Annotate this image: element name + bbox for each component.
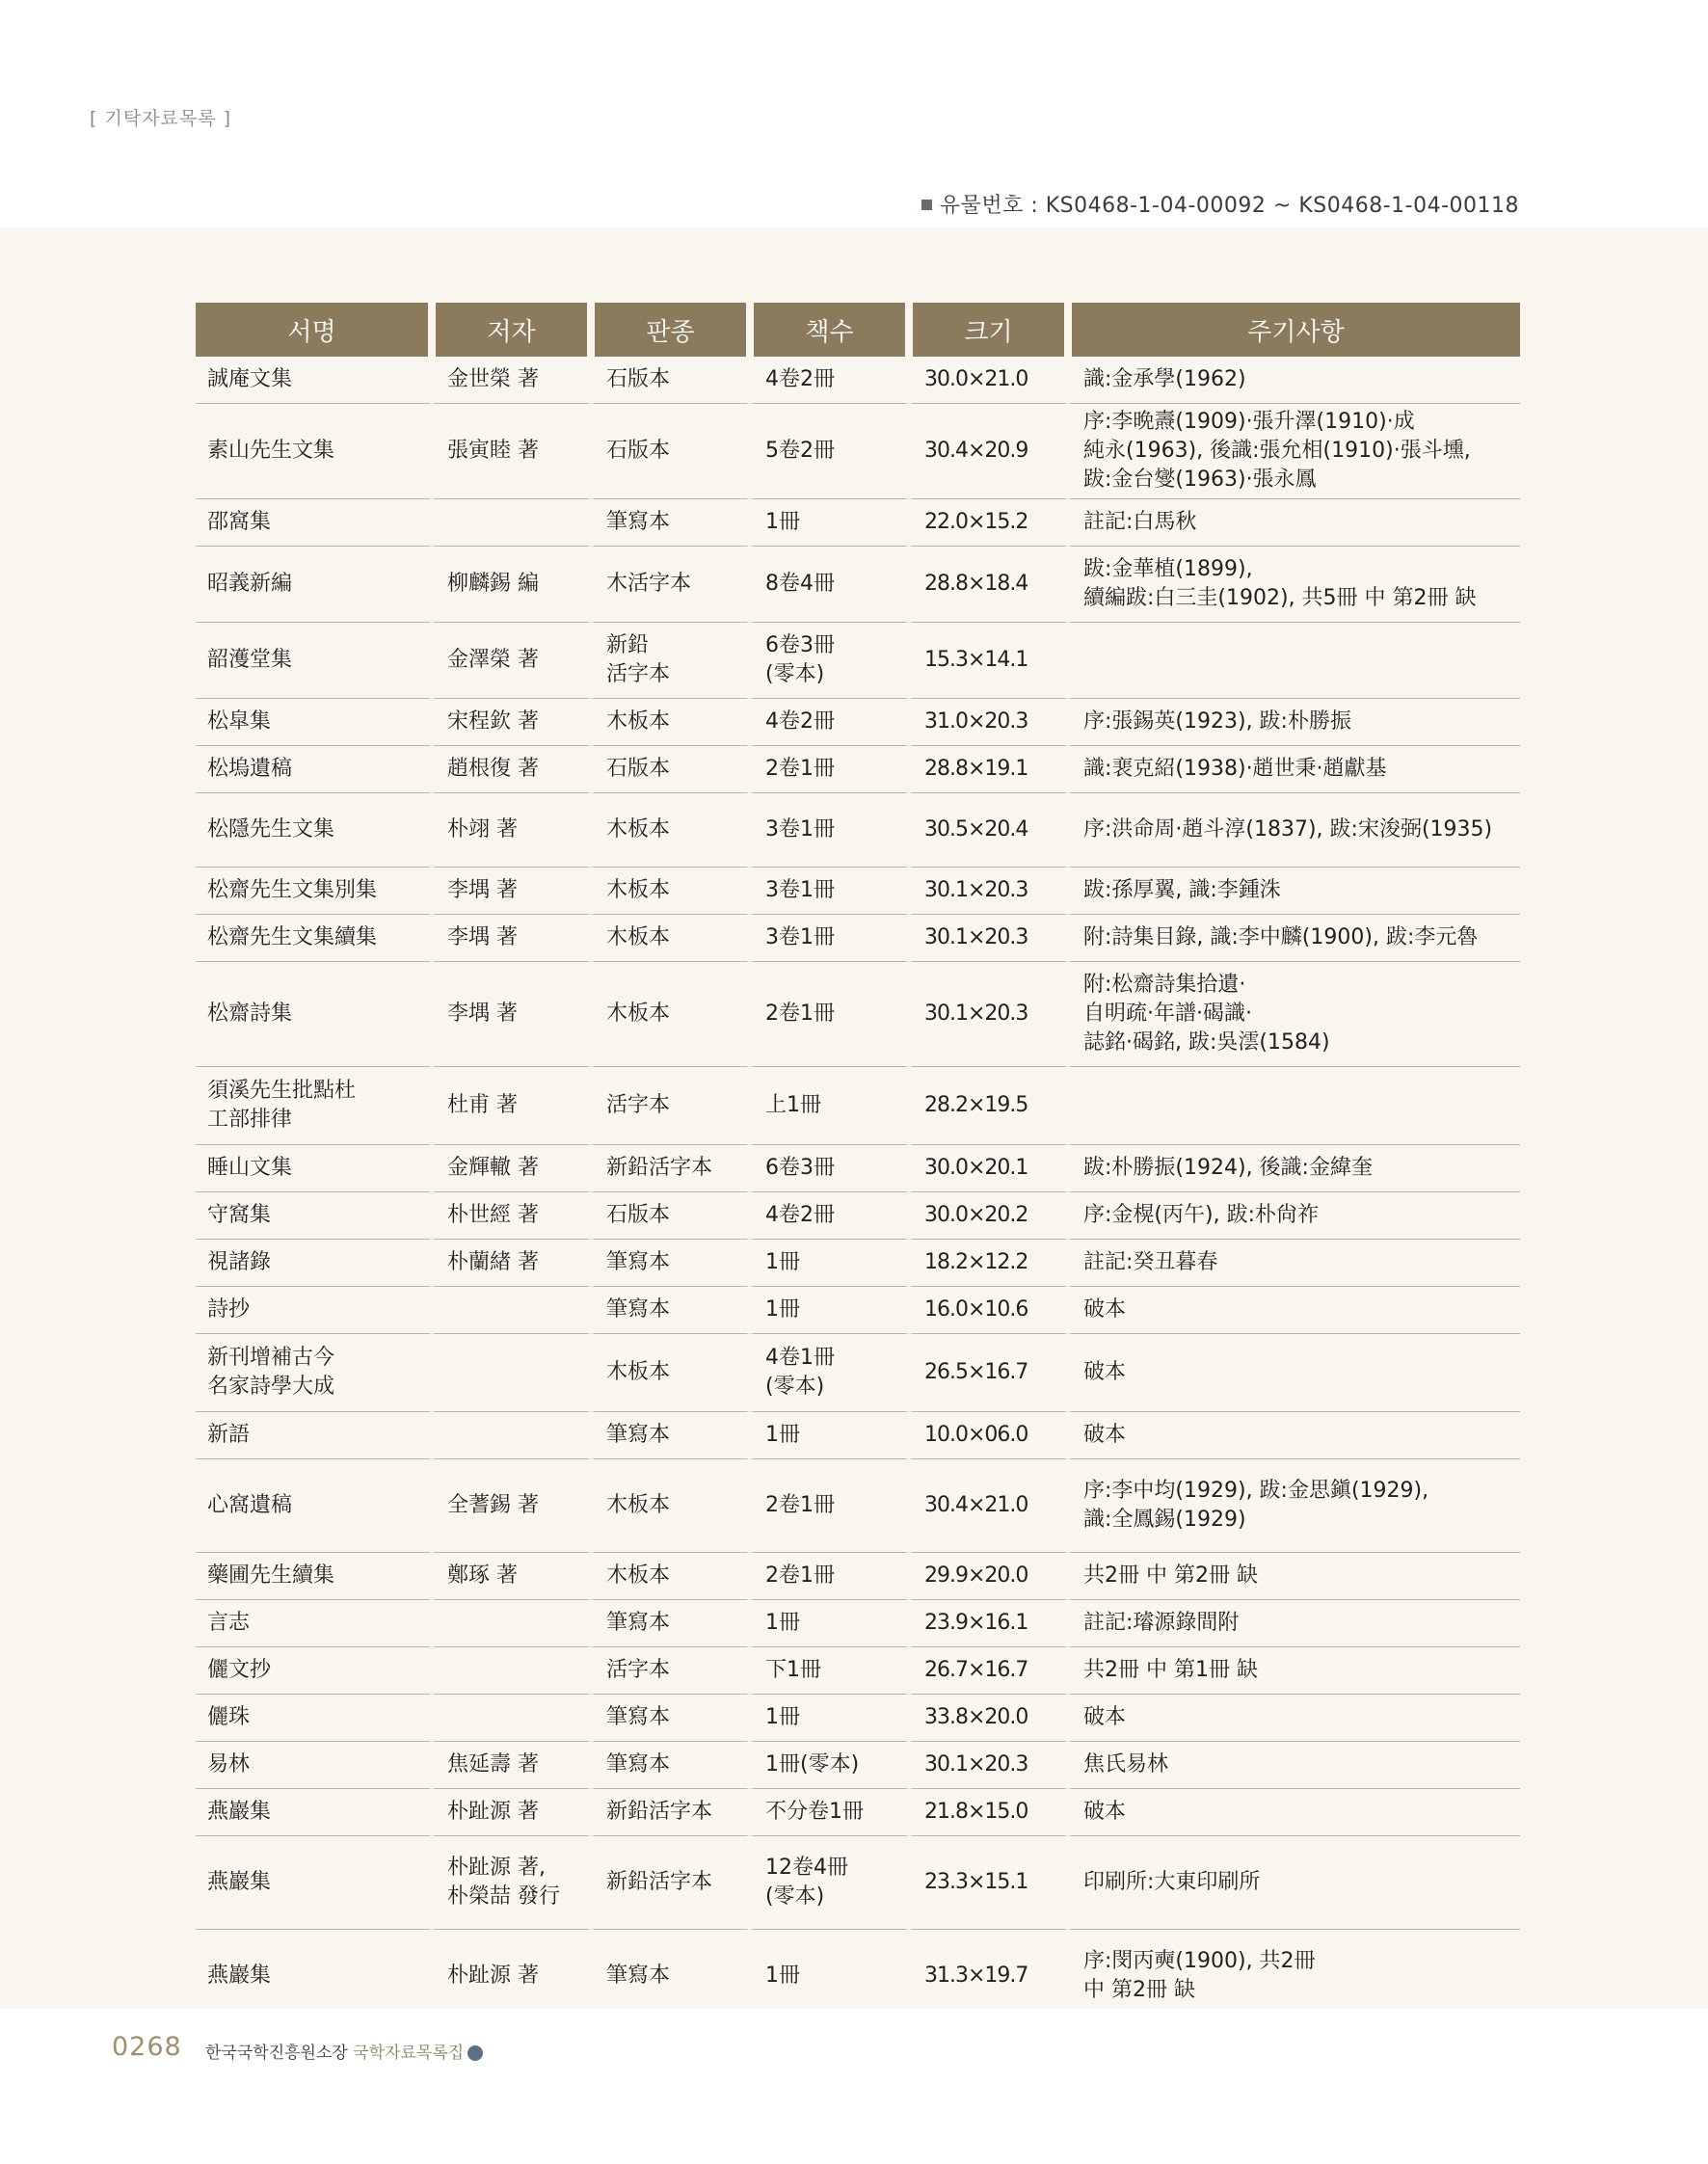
cell-size: 30.1×20.3 xyxy=(909,962,1068,1067)
cell-title: 松齋先生文集別集 xyxy=(196,868,432,915)
table-row xyxy=(196,1695,1520,1742)
cell-size: 21.8×15.0 xyxy=(909,1789,1068,1836)
cell-title: 燕巖集 xyxy=(196,1930,432,2027)
square-bullet-icon xyxy=(921,200,932,210)
cell-notes: 破本 xyxy=(1068,1695,1520,1742)
cell-notes: 跋:金華植(1899), 續編跋:白三圭(1902), 共5冊 中 第2冊 缺 xyxy=(1068,547,1520,623)
cell-volumes: 4卷1冊 (零本) xyxy=(750,1334,909,1412)
table-row xyxy=(196,547,1520,623)
cell-title: 新刊增補古今 名家詩學大成 xyxy=(196,1334,432,1412)
cell-notes: 破本 xyxy=(1068,1287,1520,1334)
cell-edition: 活字本 xyxy=(591,1647,750,1695)
table-row xyxy=(196,1287,1520,1334)
cell-volumes: 下1冊 xyxy=(750,1647,909,1695)
table-row xyxy=(196,699,1520,746)
cell-edition: 新鉛 活字本 xyxy=(591,623,750,699)
cell-volumes: 上1冊 xyxy=(750,1067,909,1145)
cell-volumes: 8卷4冊 xyxy=(750,547,909,623)
cell-size: 30.4×20.9 xyxy=(909,404,1068,499)
table-row xyxy=(196,1412,1520,1459)
table-row xyxy=(196,1600,1520,1647)
cell-title: 松隱先生文集 xyxy=(196,793,432,868)
cell-notes: 註記:白馬秋 xyxy=(1068,499,1520,547)
cell-notes: 註記:璿源錄間附 xyxy=(1068,1600,1520,1647)
cell-author: 金世榮 著 xyxy=(432,357,591,404)
cell-author: 柳麟錫 編 xyxy=(432,547,591,623)
cell-author xyxy=(432,1600,591,1647)
cell-volumes: 1冊 xyxy=(750,1600,909,1647)
cell-edition: 木板本 xyxy=(591,1334,750,1412)
cell-size: 30.1×20.3 xyxy=(909,915,1068,962)
cell-title: 邵窩集 xyxy=(196,499,432,547)
cell-size: 30.0×20.2 xyxy=(909,1192,1068,1240)
cell-author: 朴趾源 著, 朴榮喆 發行 xyxy=(432,1836,591,1930)
cell-edition: 筆寫本 xyxy=(591,1412,750,1459)
cell-volumes: 6卷3冊 (零本) xyxy=(750,623,909,699)
cell-notes: 焦氏易林 xyxy=(1068,1742,1520,1789)
cell-size: 30.1×20.3 xyxy=(909,1742,1068,1789)
table-row xyxy=(196,623,1520,699)
cell-author: 李堣 著 xyxy=(432,868,591,915)
table-row xyxy=(196,1647,1520,1695)
cell-edition: 新鉛活字本 xyxy=(591,1789,750,1836)
cell-title: 韶濩堂集 xyxy=(196,623,432,699)
table-row xyxy=(196,1836,1520,1930)
section-label: [ 기탁자료목록 ] xyxy=(90,108,232,129)
cell-volumes: 1冊 xyxy=(750,1287,909,1334)
cell-edition: 活字本 xyxy=(591,1067,750,1145)
publication-subtitle: 국학자료목록집 xyxy=(353,2044,465,2063)
cell-notes: 跋:朴勝振(1924), 後識:金緯奎 xyxy=(1068,1145,1520,1192)
cell-edition: 新鉛活字本 xyxy=(591,1836,750,1930)
cell-notes: 識:裵克紹(1938)·趙世秉·趙獻基 xyxy=(1068,746,1520,793)
cell-author: 朴翊 著 xyxy=(432,793,591,868)
cell-notes: 序:李晩燾(1909)·張升澤(1910)·成 純永(1963), 後識:張允相(1910)·張斗壎, 跋:金台燮(1963)·張永鳳 xyxy=(1068,404,1520,499)
cell-edition: 新鉛活字本 xyxy=(591,1145,750,1192)
cell-author: 宋程欽 著 xyxy=(432,699,591,746)
cell-title: 燕巖集 xyxy=(196,1836,432,1930)
cell-notes: 識:金承學(1962) xyxy=(1068,357,1520,404)
cell-size: 23.3×15.1 xyxy=(909,1836,1068,1930)
cell-author: 李堣 著 xyxy=(432,915,591,962)
cell-edition: 筆寫本 xyxy=(591,1930,750,2027)
cell-volumes: 4卷2冊 xyxy=(750,699,909,746)
cell-notes: 印刷所:大東印刷所 xyxy=(1068,1836,1520,1930)
cell-edition: 木板本 xyxy=(591,699,750,746)
cell-size: 28.2×19.5 xyxy=(909,1067,1068,1145)
table-row xyxy=(196,1145,1520,1192)
cell-volumes: 5卷2冊 xyxy=(750,404,909,499)
cell-notes: 跋:孫厚翼, 識:李鍾洙 xyxy=(1068,868,1520,915)
cell-title: 詩抄 xyxy=(196,1287,432,1334)
cell-title: 松塢遺稿 xyxy=(196,746,432,793)
cell-title: 心窩遺稿 xyxy=(196,1459,432,1553)
cell-notes: 序:李中均(1929), 跋:金思鎭(1929), 識:全鳳錫(1929) xyxy=(1068,1459,1520,1553)
cell-size: 16.0×10.6 xyxy=(909,1287,1068,1334)
footer-background xyxy=(0,2009,1708,2164)
cell-title: 昭義新編 xyxy=(196,547,432,623)
table-row xyxy=(196,1334,1520,1412)
cell-edition: 筆寫本 xyxy=(591,1240,750,1287)
cell-notes xyxy=(1068,623,1520,699)
artifact-id-range xyxy=(921,189,1519,219)
cell-author xyxy=(432,1695,591,1742)
cell-edition: 石版本 xyxy=(591,357,750,404)
cell-volumes: 6卷3冊 xyxy=(750,1145,909,1192)
table-row xyxy=(196,746,1520,793)
table-row xyxy=(196,793,1520,868)
cell-notes: 共2冊 中 第1冊 缺 xyxy=(1068,1647,1520,1695)
cell-volumes: 1冊(零本) xyxy=(750,1742,909,1789)
cell-author xyxy=(432,1334,591,1412)
cell-volumes: 3卷1冊 xyxy=(750,793,909,868)
cell-edition: 石版本 xyxy=(591,1192,750,1240)
cell-author: 焦延壽 著 xyxy=(432,1742,591,1789)
table-row xyxy=(196,499,1520,547)
cell-edition: 木板本 xyxy=(591,962,750,1067)
cell-notes: 破本 xyxy=(1068,1412,1520,1459)
cell-title: 藥圃先生續集 xyxy=(196,1553,432,1600)
cell-volumes: 12卷4冊 (零本) xyxy=(750,1836,909,1930)
cell-author: 李堣 著 xyxy=(432,962,591,1067)
cell-notes: 共2冊 中 第2冊 缺 xyxy=(1068,1553,1520,1600)
cell-edition: 木活字本 xyxy=(591,547,750,623)
cell-size: 31.0×20.3 xyxy=(909,699,1068,746)
cell-author: 朴世經 著 xyxy=(432,1192,591,1240)
cell-size: 33.8×20.0 xyxy=(909,1695,1068,1742)
cell-edition: 筆寫本 xyxy=(591,1695,750,1742)
cell-author: 金輝轍 著 xyxy=(432,1145,591,1192)
cell-volumes: 不分卷1冊 xyxy=(750,1789,909,1836)
cell-edition: 木板本 xyxy=(591,793,750,868)
cell-title: 易林 xyxy=(196,1742,432,1789)
cell-size: 23.9×16.1 xyxy=(909,1600,1068,1647)
cell-notes: 附:詩集目錄, 識:李中麟(1900), 跋:李元魯 xyxy=(1068,915,1520,962)
cell-title: 儷珠 xyxy=(196,1695,432,1742)
table-row xyxy=(196,1067,1520,1145)
cell-edition: 筆寫本 xyxy=(591,1742,750,1789)
cell-notes: 破本 xyxy=(1068,1789,1520,1836)
cell-notes: 序:金榥(丙午), 跋:朴尙祚 xyxy=(1068,1192,1520,1240)
cell-edition: 木板本 xyxy=(591,915,750,962)
cell-size: 18.2×12.2 xyxy=(909,1240,1068,1287)
cell-volumes: 1冊 xyxy=(750,1695,909,1742)
cell-author: 朴趾源 著 xyxy=(432,1789,591,1836)
cell-size: 26.5×16.7 xyxy=(909,1334,1068,1412)
publication-name: 한국국학진흥원소장 xyxy=(205,2044,348,2063)
column-header-author: 저자 xyxy=(432,303,591,357)
cell-volumes: 1冊 xyxy=(750,1412,909,1459)
cell-size: 22.0×15.2 xyxy=(909,499,1068,547)
cell-size: 30.4×21.0 xyxy=(909,1459,1068,1553)
table-row xyxy=(196,1240,1520,1287)
cell-notes: 序:張錫英(1923), 跋:朴勝振 xyxy=(1068,699,1520,746)
cell-edition: 木板本 xyxy=(591,1553,750,1600)
cell-size: 10.0×06.0 xyxy=(909,1412,1068,1459)
cell-author: 杜甫 著 xyxy=(432,1067,591,1145)
cell-size: 28.8×18.4 xyxy=(909,547,1068,623)
cell-edition: 木板本 xyxy=(591,1459,750,1553)
cell-size: 29.9×20.0 xyxy=(909,1553,1068,1600)
cell-title: 新語 xyxy=(196,1412,432,1459)
column-header-title: 서명 xyxy=(196,303,432,357)
cell-title: 松齋先生文集續集 xyxy=(196,915,432,962)
cell-author: 鄭琢 著 xyxy=(432,1553,591,1600)
table-row xyxy=(196,1789,1520,1836)
cell-title: 松齋詩集 xyxy=(196,962,432,1067)
cell-size: 15.3×14.1 xyxy=(909,623,1068,699)
cell-edition: 石版本 xyxy=(591,404,750,499)
cell-volumes: 1冊 xyxy=(750,1240,909,1287)
cell-author: 朴趾源 著 xyxy=(432,1930,591,2027)
id-range-text: 유물번호 : KS0468-1-04-00092 ~ KS0468-1-04-00118 xyxy=(939,194,1519,218)
cell-author: 朴蘭緖 著 xyxy=(432,1240,591,1287)
cell-title: 素山先生文集 xyxy=(196,404,432,499)
cell-author xyxy=(432,1647,591,1695)
cell-edition: 木板本 xyxy=(591,868,750,915)
cell-volumes: 3卷1冊 xyxy=(750,868,909,915)
cell-edition: 石版本 xyxy=(591,746,750,793)
cell-size: 26.7×16.7 xyxy=(909,1647,1068,1695)
cell-author xyxy=(432,1287,591,1334)
table-row xyxy=(196,404,1520,499)
cell-title: 睡山文集 xyxy=(196,1145,432,1192)
cell-title: 言志 xyxy=(196,1600,432,1647)
cell-author: 趙根復 著 xyxy=(432,746,591,793)
cell-volumes: 2卷1冊 xyxy=(750,1459,909,1553)
cell-title: 儷文抄 xyxy=(196,1647,432,1695)
cell-volumes: 1冊 xyxy=(750,1930,909,2027)
cell-notes: 註記:癸丑暮春 xyxy=(1068,1240,1520,1287)
table-row xyxy=(196,1742,1520,1789)
table-row xyxy=(196,915,1520,962)
cell-author xyxy=(432,1412,591,1459)
table-row xyxy=(196,962,1520,1067)
cell-title: 守窩集 xyxy=(196,1192,432,1240)
column-header-size: 크기 xyxy=(909,303,1068,357)
cell-volumes: 2卷1冊 xyxy=(750,1553,909,1600)
cell-notes: 序:閔丙奭(1900), 共2冊 中 第2冊 缺 xyxy=(1068,1930,1520,2027)
table-header-row xyxy=(196,303,1520,357)
publication-title xyxy=(205,2039,483,2063)
cell-title: 松皐集 xyxy=(196,699,432,746)
cell-author: 金澤榮 著 xyxy=(432,623,591,699)
cell-size: 30.1×20.3 xyxy=(909,868,1068,915)
table-row xyxy=(196,868,1520,915)
cell-volumes: 3卷1冊 xyxy=(750,915,909,962)
catalog-table xyxy=(196,303,1520,2027)
cell-author xyxy=(432,499,591,547)
cell-edition: 筆寫本 xyxy=(591,1600,750,1647)
cell-edition: 筆寫本 xyxy=(591,499,750,547)
table-row xyxy=(196,357,1520,404)
cell-volumes: 4卷2冊 xyxy=(750,1192,909,1240)
table-row xyxy=(196,1553,1520,1600)
circle-bullet-icon xyxy=(467,2045,483,2061)
column-header-edition: 판종 xyxy=(591,303,750,357)
cell-author: 張寅睦 著 xyxy=(432,404,591,499)
cell-volumes: 2卷1冊 xyxy=(750,962,909,1067)
cell-notes: 附:松齋詩集拾遺· 自明疏·年譜·碣識· 誌銘·碣銘, 跋:吳澐(1584) xyxy=(1068,962,1520,1067)
cell-notes xyxy=(1068,1067,1520,1145)
table-row xyxy=(196,1192,1520,1240)
cell-size: 30.5×20.4 xyxy=(909,793,1068,868)
cell-title: 燕巖集 xyxy=(196,1789,432,1836)
column-header-notes: 주기사항 xyxy=(1068,303,1520,357)
cell-size: 30.0×21.0 xyxy=(909,357,1068,404)
cell-size: 28.8×19.1 xyxy=(909,746,1068,793)
cell-edition: 筆寫本 xyxy=(591,1287,750,1334)
cell-title: 須溪先生批點杜 工部排律 xyxy=(196,1067,432,1145)
cell-title: 視諸錄 xyxy=(196,1240,432,1287)
cell-size: 31.3×19.7 xyxy=(909,1930,1068,2027)
cell-author: 全蓍錫 著 xyxy=(432,1459,591,1553)
cell-volumes: 4卷2冊 xyxy=(750,357,909,404)
cell-size: 30.0×20.1 xyxy=(909,1145,1068,1192)
table-row xyxy=(196,1459,1520,1553)
cell-notes: 序:洪命周·趙斗淳(1837), 跋:宋浚弼(1935) xyxy=(1068,793,1520,868)
cell-title: 誠庵文集 xyxy=(196,357,432,404)
cell-volumes: 1冊 xyxy=(750,499,909,547)
cell-volumes: 2卷1冊 xyxy=(750,746,909,793)
column-header-volumes: 책수 xyxy=(750,303,909,357)
cell-notes: 破本 xyxy=(1068,1334,1520,1412)
page-number: 0268 xyxy=(112,2032,182,2062)
